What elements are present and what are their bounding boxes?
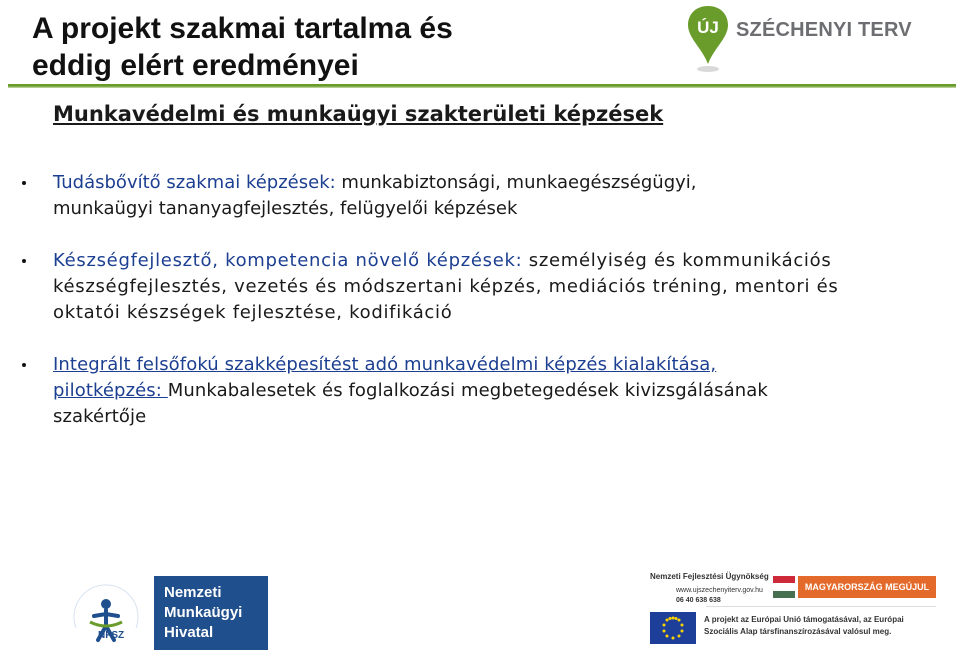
funding-logo-group (646, 568, 938, 652)
nmh-line1: Nemzeti (164, 584, 222, 601)
bullet-line (53, 170, 940, 196)
bullet-item (20, 170, 940, 222)
logo-text: SZÉCHENYI TERV (736, 19, 912, 41)
bullet-line: szakértője (53, 406, 147, 427)
bullet-text: munkabiztonsági, munkaegészségügyi, (335, 172, 697, 193)
bullet-text: Munkabalesetek és foglalkozási megbetegedések kivizsgálásának (167, 380, 768, 401)
bullet-lead: Tudásbővítő szakmai képzések: (53, 172, 336, 193)
bullet-list (20, 170, 940, 430)
bullet-text: személyiség és kommunikációs (522, 250, 832, 271)
map-pin-icon (686, 4, 734, 74)
bullet-lead: Készségfejlesztő, kompetencia növelő képzések: (53, 250, 523, 271)
agency-name: Nemzeti Fejlesztési Ügynökség (650, 572, 769, 581)
slide-title-line1: A projekt szakmai tartalma és (32, 12, 453, 45)
eu-flag-icon (650, 612, 696, 644)
agency-website: www.ujszechenyiterv.gov.hu (676, 587, 763, 594)
bullet-lead: Integrált felsőfokú szakképesítést adó munkavédelmi képzés kialakítása, (53, 354, 717, 375)
nmh-line3: Hivatal (164, 624, 214, 641)
bullet-dot-icon (22, 259, 26, 263)
magyarorszag-megujul-badge: MAGYARORSZÁG MEGÚJUL (798, 576, 936, 598)
bullet-item (20, 352, 940, 430)
bullet-line: munkaügyi tananyagfejlesztés, felügyelői képzések (53, 198, 518, 219)
bullet-line (53, 352, 940, 378)
slide-title-line2: eddig elért eredményei (32, 49, 359, 82)
nmh-line2: Munkaügyi (164, 604, 243, 621)
hungary-flag-icon (773, 576, 795, 598)
bullet-line: oktatói készségek fejlesztése, kodifikáció (53, 302, 453, 323)
bullet-line (53, 248, 940, 274)
bullet-line (53, 378, 940, 404)
nfsz-logo-group (64, 570, 274, 650)
eu-funding-line1: A projekt az Európai Unió támogatásával, az Európai (704, 615, 904, 624)
bullet-lead: pilotképzés: (53, 380, 168, 401)
nfsz-abbr: NFSZ (98, 630, 125, 641)
footer-divider (706, 606, 936, 607)
logo-mark: ÚJ (697, 18, 719, 37)
szechenyi-terv-logo (686, 4, 946, 76)
title-divider (8, 84, 956, 88)
section-heading: Munkavédelmi és munkaügyi szakterületi képzések (53, 102, 664, 126)
agency-phone: 06 40 638 638 (676, 597, 721, 604)
bullet-item (20, 248, 940, 326)
bullet-dot-icon (22, 363, 26, 367)
nmh-logo (154, 576, 268, 650)
slide-title (32, 10, 652, 84)
eu-funding-line2: Szociális Alap társfinanszírozásával valósul meg. (704, 627, 892, 636)
bullet-line: készségfejlesztés, vezetés és módszertani képzés, mediációs tréning, mentori és (53, 276, 839, 297)
bullet-dot-icon (22, 181, 26, 185)
